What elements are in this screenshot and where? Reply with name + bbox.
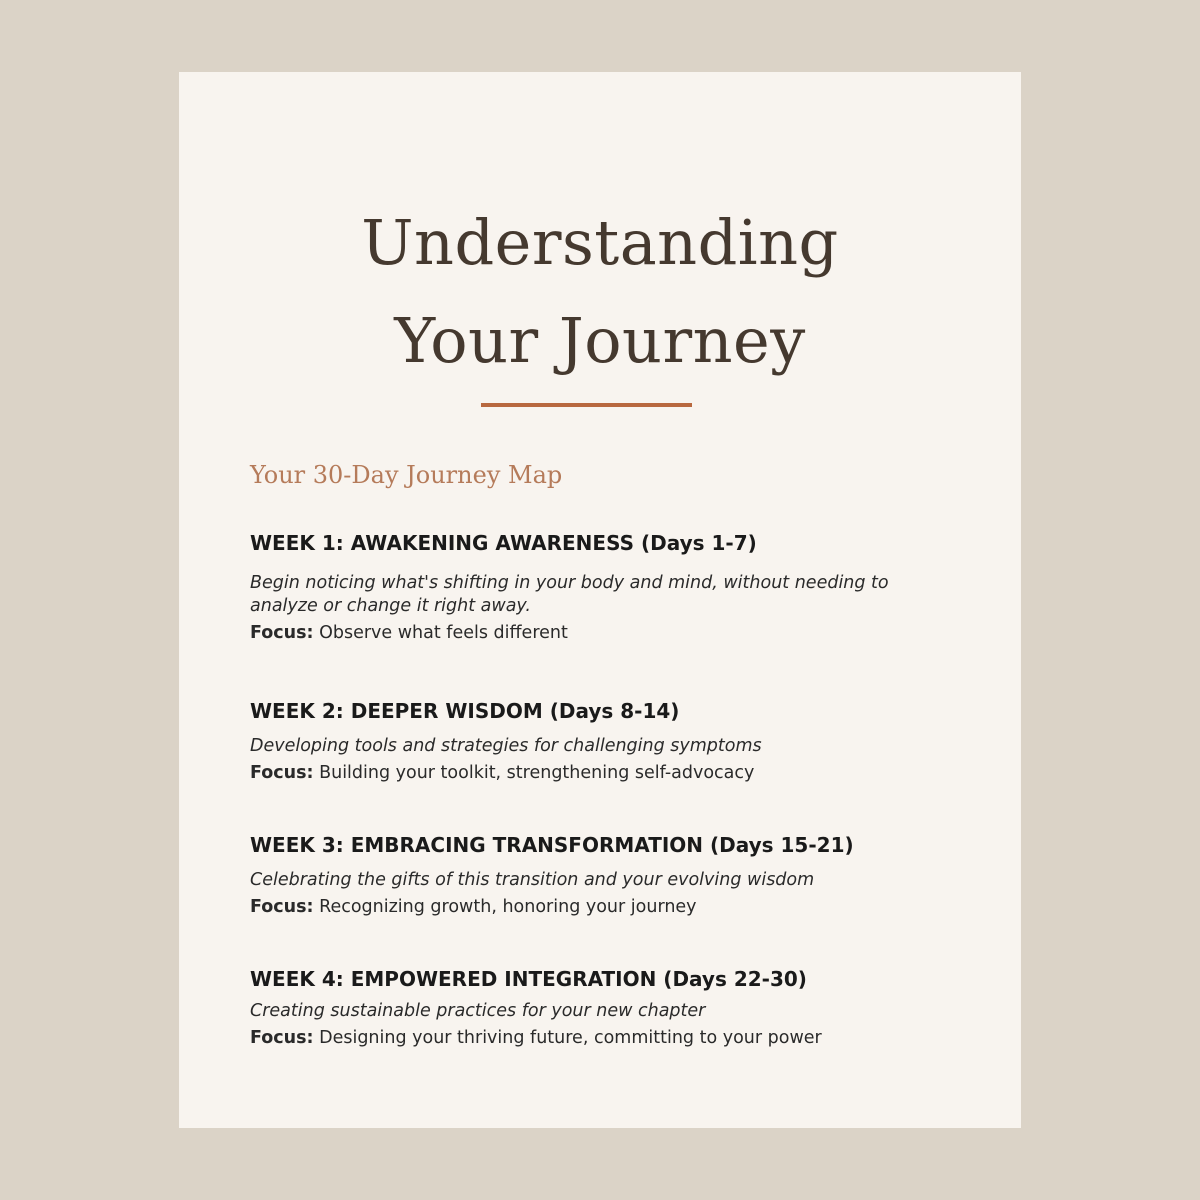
week-2-focus: [250, 761, 970, 785]
week-1-section: [250, 529, 970, 645]
week-1-heading: WEEK 1: AWAKENING AWARENESS (Days 1-7): [250, 531, 757, 555]
week-4-heading: WEEK 4: EMPOWERED INTEGRATION (Days 22-30): [250, 967, 807, 991]
week-2-description: Developing tools and strategies for challenging symptoms: [250, 736, 762, 756]
week-2-section: [250, 697, 970, 785]
document-page: [179, 72, 1021, 1128]
week-3-focus-label: Focus:: [250, 897, 314, 917]
page-title-line-2: Your Journey: [394, 304, 806, 377]
week-4-section: [250, 965, 970, 1050]
week-1-description-line-1: Begin noticing what's shifting in your body and mind, without needing to: [250, 573, 889, 593]
week-2-heading: WEEK 2: DEEPER WISDOM (Days 8-14): [250, 699, 680, 723]
journey-map-subtitle: Your 30-Day Journey Map: [250, 461, 563, 489]
page-title-line-1: Understanding: [361, 206, 839, 279]
week-3-heading: WEEK 3: EMBRACING TRANSFORMATION (Days 15-21): [250, 833, 854, 857]
week-3-section: [250, 831, 970, 919]
week-4-focus: [250, 1026, 970, 1050]
week-3-description: Celebrating the gifts of this transition and your evolving wisdom: [250, 870, 815, 890]
week-2-focus-text: Building your toolkit, strengthening self-advocacy: [319, 763, 755, 783]
page-title: [179, 194, 1021, 390]
week-4-focus-text: Designing your thriving future, committing to your power: [319, 1028, 822, 1048]
week-3-focus: [250, 895, 970, 919]
week-1-focus: [250, 621, 970, 645]
week-4-focus-label: Focus:: [250, 1028, 314, 1048]
week-1-description-line-2: analyze or change it right away.: [250, 596, 531, 616]
week-3-focus-text: Recognizing growth, honoring your journey: [319, 897, 697, 917]
week-2-focus-label: Focus:: [250, 763, 314, 783]
week-1-focus-label: Focus:: [250, 623, 314, 643]
week-4-description: Creating sustainable practices for your new chapter: [250, 1001, 706, 1021]
week-1-description: [250, 572, 970, 618]
title-divider: [481, 403, 692, 407]
week-1-focus-text: Observe what feels different: [319, 623, 568, 643]
